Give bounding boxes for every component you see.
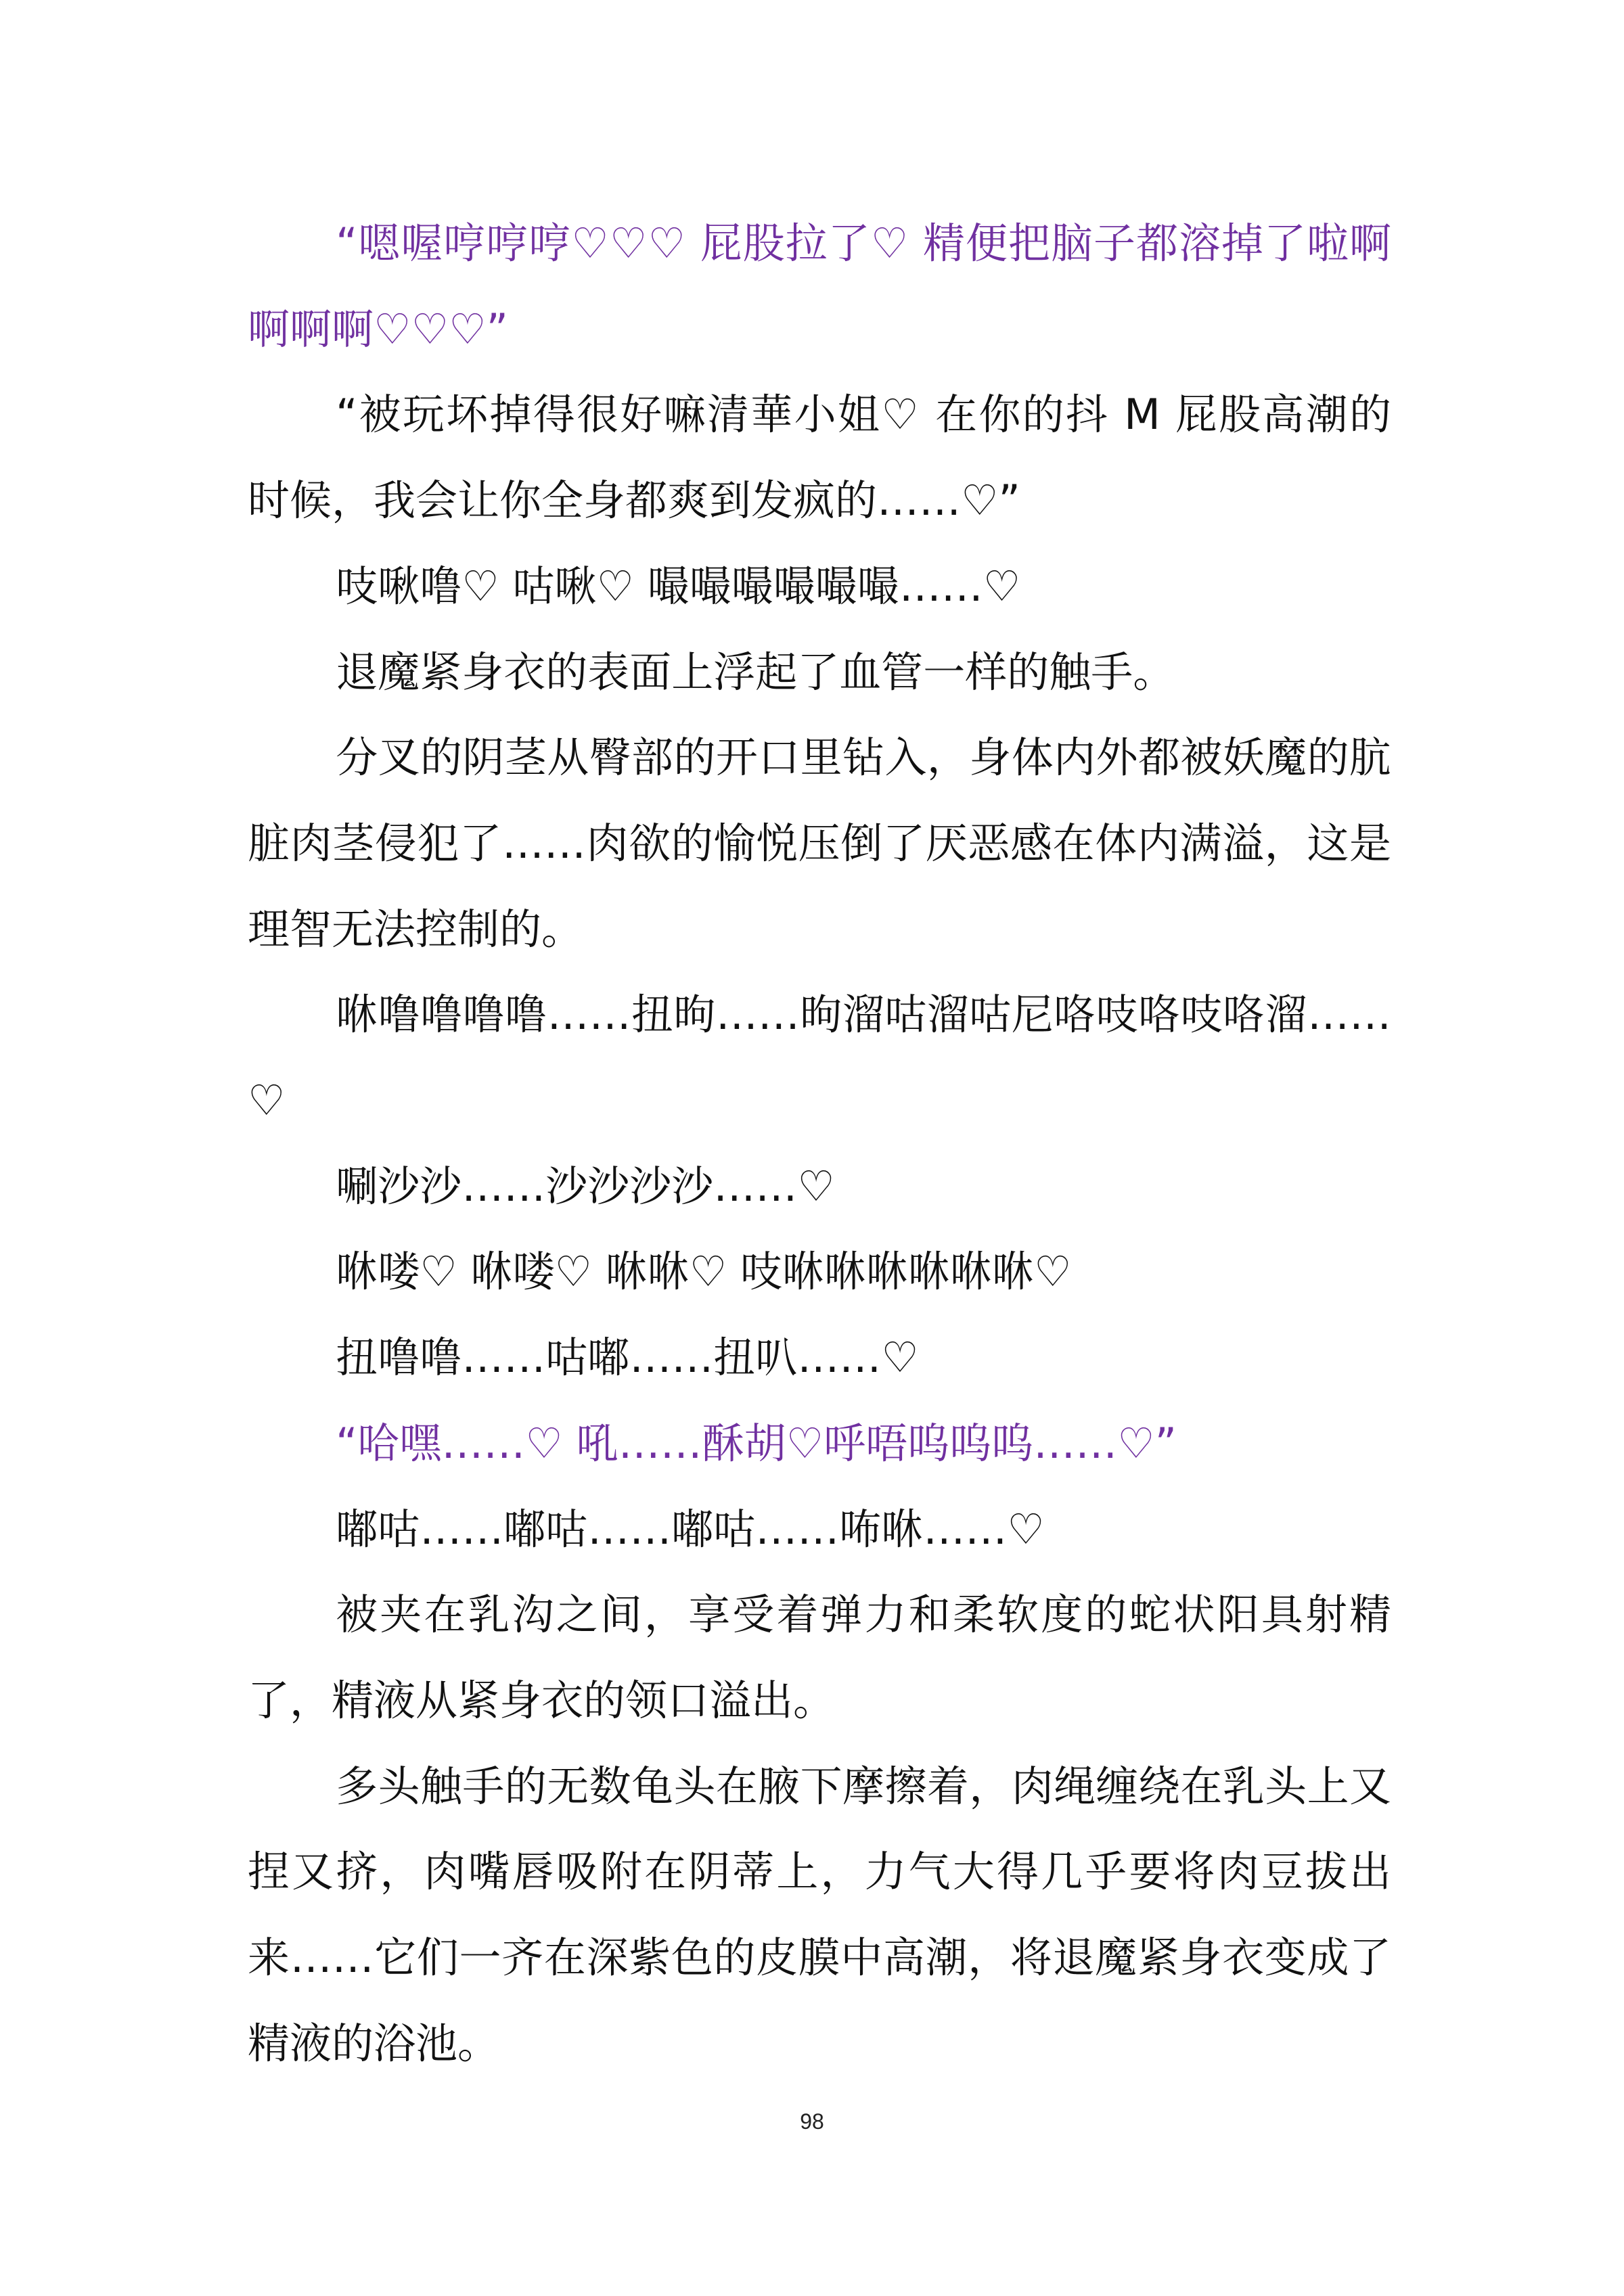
paragraph: “哈嘿……♡ 吼……酥胡♡呼唔呜呜呜……♡”	[336, 1418, 1177, 1468]
paragraph: 唰沙沙……沙沙沙沙……♡	[336, 1161, 835, 1211]
paragraph: 扭噜噜……咕嘟……扭叭……♡	[336, 1333, 919, 1383]
paragraph: 分叉的阴茎从臀部的开口里钻入，身体内外都被妖魔的肮脏肉茎侵犯了……肉欲的愉悦压倒了厌恶感在体内满溢，这是理智无法控制的。	[248, 733, 1391, 954]
paragraph: “嗯喔哼哼哼♡♡♡ 屁股拉了♡ 精便把脑子都溶掉了啦啊啊啊啊♡♡♡”	[248, 219, 1391, 354]
paragraph: 嘟咕……嘟咕……嘟咕……咘咻……♡	[336, 1504, 1045, 1554]
body-text	[248, 201, 1391, 2086]
page-number: 98	[800, 2109, 824, 2134]
paragraph: 退魔紧身衣的表面上浮起了血管一样的触手。	[336, 647, 1175, 697]
paragraph: 咻喽♡ 咻喽♡ 咻咻♡ 吱咻咻咻咻咻咻♡	[336, 1247, 1072, 1297]
paragraph: 多头触手的无数龟头在腋下摩擦着，肉绳缠绕在乳头上又捏又挤，肉嘴唇吸附在阴蒂上，力气大得几乎要将肉豆拔出来……它们一齐在深紫色的皮膜中高潮，将退魔紧身衣变成了精液的浴池。	[248, 1761, 1391, 2068]
paragraph: 咻噜噜噜噜……扭昫……昫溜咕溜咕尼咯吱咯吱咯溜……♡	[248, 990, 1391, 1126]
paragraph: 吱啾噜♡ 咕啾♡ 嘬嘬嘬嘬嘬嘬……♡	[336, 561, 1021, 611]
paragraph: 被夹在乳沟之间，享受着弹力和柔软度的蛇状阳具射精了，精液从紧身衣的领口溢出。	[248, 1590, 1391, 1725]
paragraph: “被玩坏掉得很好嘛清華小姐♡ 在你的抖 M 屁股高潮的时候，我会让你全身都爽到发疯的……♡”	[248, 390, 1391, 526]
